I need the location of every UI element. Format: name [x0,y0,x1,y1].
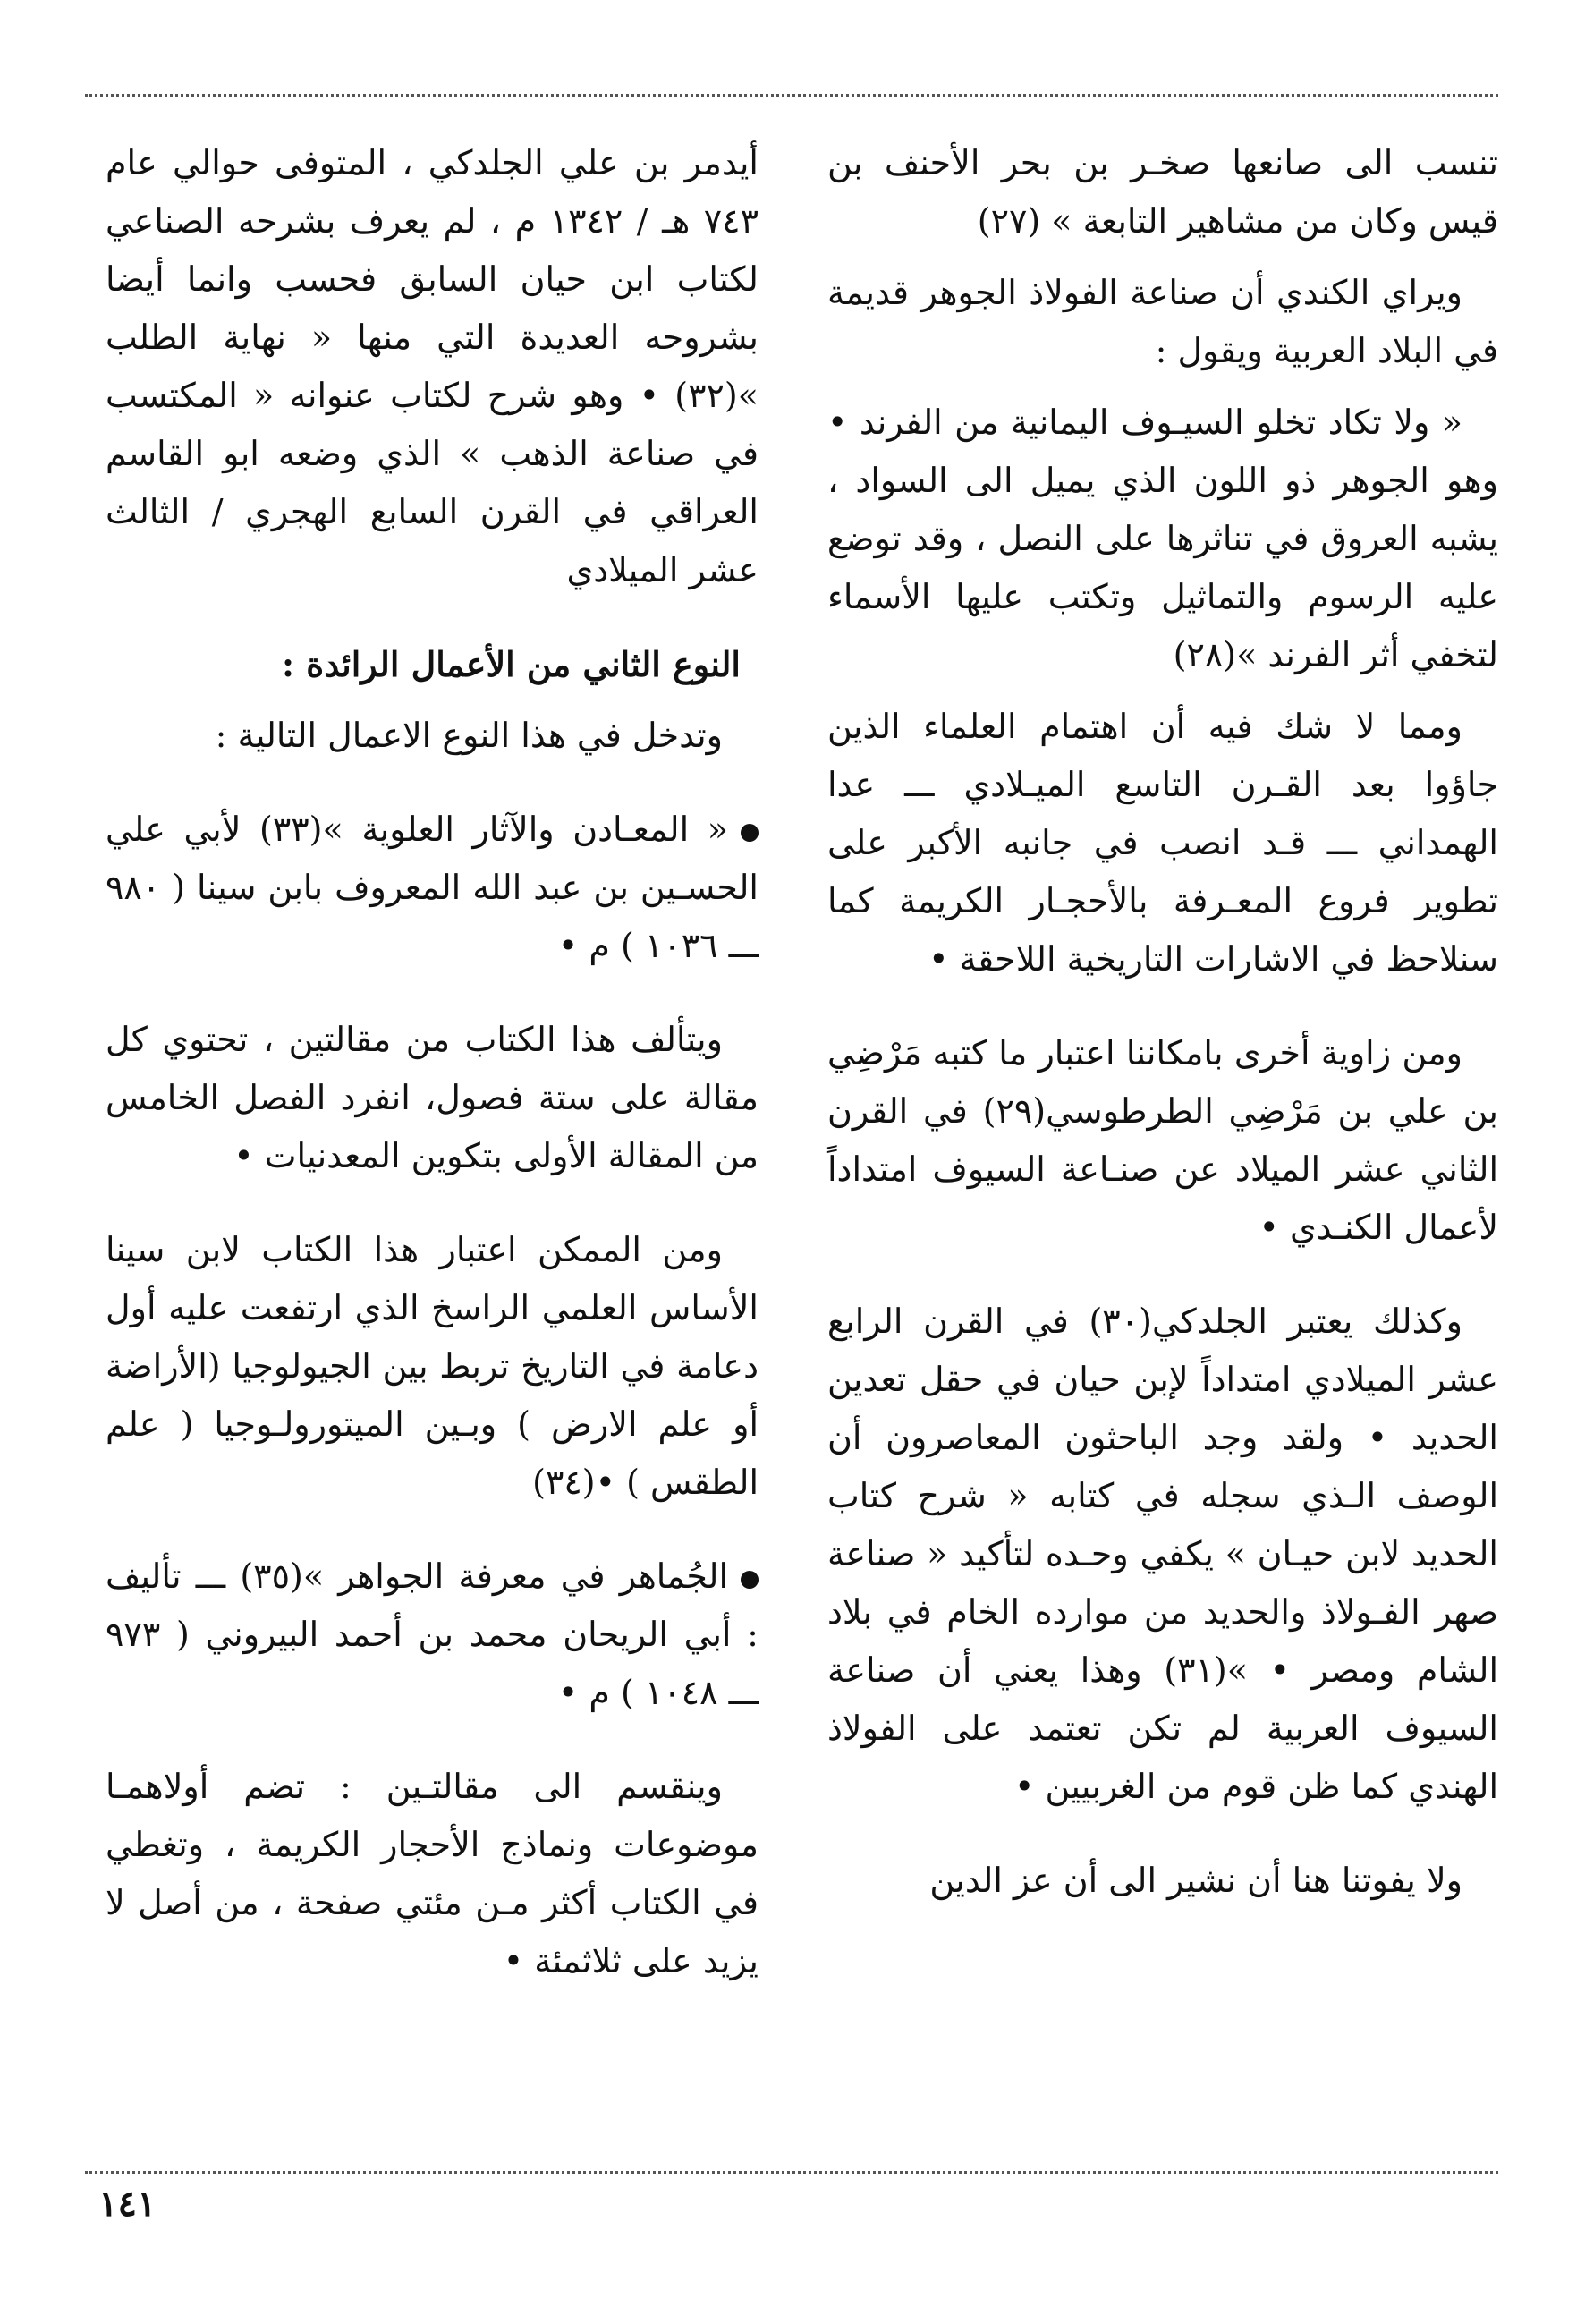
paragraph: ويراي الكندي أن صناعة الفولاذ الجوهر قديمة في البلاد العربية ويقول : [827,273,1498,370]
paragraph: ومن الممكن اعتبار هذا الكتاب لابن سينا الأساس العلمي الراسخ الذي ارتفعت عليه أول دعامة في التاريخ تربط بين الجيولوجيا (الأراضة أو علم الارض ) وبـين الميتورولـوجيا ( علم الطقس ) •(٣٤) [106,1230,759,1502]
list-item-text: « المعـادن والآثار العلوية »(٣٣) لأبي علي الحسـين بن عبد الله المعروف بابن سينا ( ٩٨٠ ـــ ١٠٣٦ ) م • [106,810,759,965]
paragraph: وينقسم الى مقالتـين : تضم أولاهمـا موضوعات ونماذج الأحجار الكريمة ، وتغطي في الكتاب أكثر مـن مئتي صفحة ، من أصل لا يزيد على ثلاثمئة • [106,1767,759,1980]
paragraph: وكذلك يعتبر الجلدكي(٣٠) في القرن الرابع عشر الميلادي امتداداً لإبن حيان في حقل تعدين الحديد • ولقد وجد الباحثون المعاصرون أن الوصف الـذي سجله في كتابه « شرح كتاب الحديد لابن حيـان » يكفي وحـده لتأكيد « صناعة صهر الفـولاذ والحديد من موارده الخام في بلاد الشام ومصر • »(٣١) وهذا يعني أن صناعة السيوف العربية لم تكن تعتمد على الفولاذ الهندي كما ظن قوم من الغربيين • [827,1302,1498,1806]
paragraph: ويتألف هذا الكتاب من مقالتين ، تحتوي كل مقالة على ستة فصول، انفرد الفصل الخامس من المقالة الأولى بتكوين المعدنيات • [106,1020,759,1175]
paragraph: ومن زاوية أخرى بامكاننا اعتبار ما كتبه مَرْضِي بن علي بن مَرْضِي الطرطوسي(٢٩) في القرن الثاني عشر الميلاد عن صنـاعة السيوف امتداداً لأعمال الكنـدي • [827,1033,1499,1247]
list-item [106,801,759,975]
paragraph: ومما لا شك فيه أن اهتمام العلماء الذين جاؤوا بعد القـرن التاسع الميـلادي ـــ عدا الهمداني ـــ قـد انصب في جانبه الأكبر على تطوير فروع المعـرفة بالأحجـار الكريمة كما سنلاحظ في الاشارات التاريخية اللاحقة • [827,707,1498,979]
top-rule [85,94,1498,97]
quote-paragraph: « ولا تكاد تخلو السيـوف اليمانية من الفرند • وهو الجوهر ذو اللون الذي يميل الى السواد ، يشبه العروق في تناثرها على النصل ، وقد توضع عليه الرسوم والتماثيل وتكتب عليها الأسماء لتخفي أثر الفرند »(٢٨) [827,403,1498,674]
section-subheading: وتدخل في هذا النوع الاعمال التالية : [215,716,723,755]
list-item-text: الجُماهر في معرفة الجواهر »(٣٥) ـــ تأليف : أبي الريحان محمد بن أحمد البيروني ( ٩٧٣ ـــ ١٠٤٨ ) م • [106,1556,759,1712]
paragraph: أيدمر بن علي الجلدكي ، المتوفى حوالي عام ٧٤٣ هـ / ١٣٤٢ م ، لم يعرف بشرحه الصناعي لكتاب ابن حيان السابق فحسب وانما أيضا بشروحه العديدة التي منها « نهاية الطلب »(٣٢) • وهو شرح لكتاب عنوانه « المكتسب في صناعة الذهب » الذي وضعه ابو القاسم العراقي في القرن السابع الهجري / الثالث عشر الميلادي [106,143,759,589]
paragraph: تنسب الى صانعها صخـر بن بحر الأحنف بن قيس وكان من مشاهير التابعة » (٢٧) [827,143,1498,241]
right-column [827,134,1498,1923]
paragraph: ولا يفوتنا هنا أن نشير الى أن عز الدين [929,1861,1462,1900]
bullet-icon [741,1571,759,1589]
section-heading: النوع الثاني من الأعمال الرائدة : [282,644,741,684]
list-item [106,1548,759,1722]
left-column [106,134,759,2004]
bottom-rule [85,2171,1498,2174]
page-number: ١٤١ [98,2183,157,2225]
bullet-icon [741,824,759,842]
